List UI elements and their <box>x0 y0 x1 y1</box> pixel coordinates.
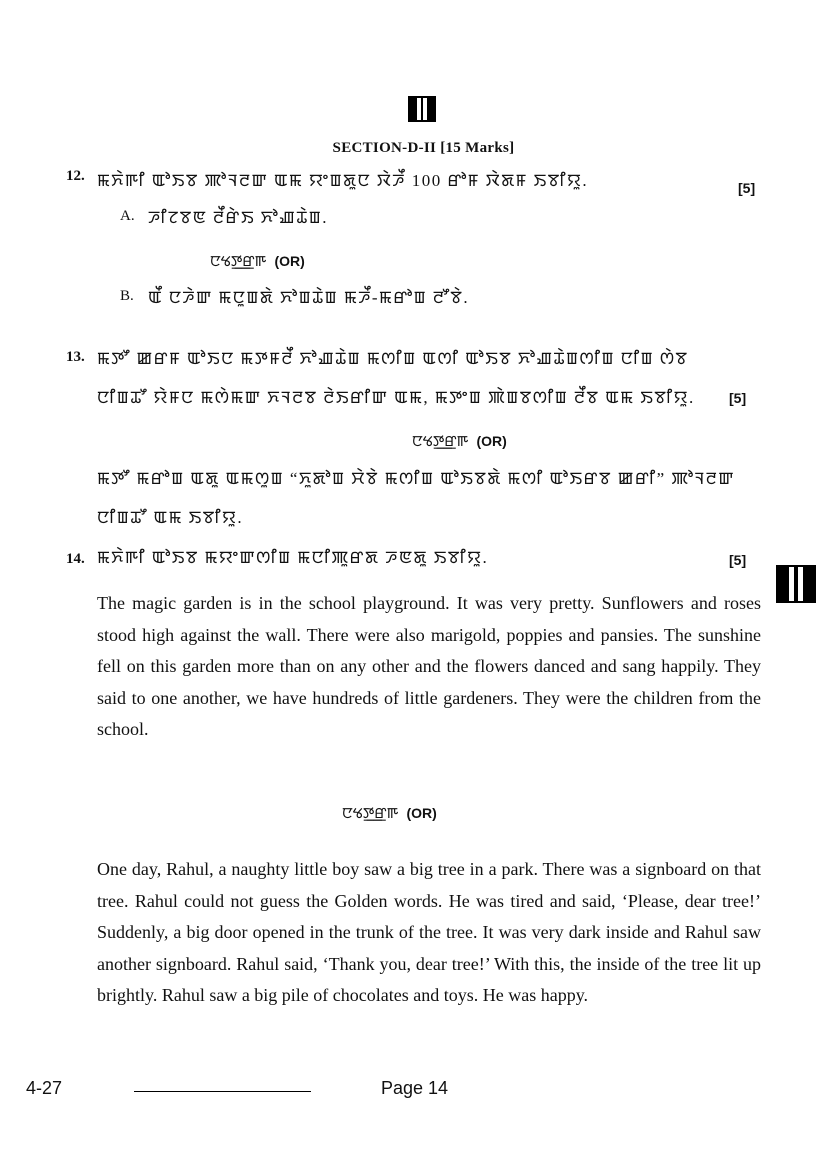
or-divider <box>342 802 437 823</box>
option-text: ꯑꯩ ꯅꯍꯥꯛ ꯃꯅꯨꯡꯗꯥ ꯈꯣꯡꯊꯥꯡ ꯃꯍꯩ-ꯃꯔꯣꯡ ꯂꯧꯕꯥ. <box>148 288 470 307</box>
marks-label: [5] <box>729 390 747 406</box>
question-prompt: ꯅꯤꯡꯊꯧ ꯌꯥꯝꯅ ꯃꯁꯥꯃꯛ ꯈꯜꯂꯕ ꯂꯥꯏꯔꯤꯛ ꯑꯃ, ꯃꯇꯦꯡ ꯄꯥꯡꯕꯁꯤꯡ ꯂꯩꯕ ꯑꯃ ꯏꯕꯤꯌꯨ. <box>97 388 695 407</box>
footer-divider <box>134 1091 311 1092</box>
option-label: A. <box>120 208 135 224</box>
section-title: SECTION-D-II [15 Marks] <box>332 140 515 156</box>
or-label: (OR) <box>274 253 305 269</box>
question-number: 14. <box>66 551 85 567</box>
qr-code-icon <box>408 96 436 122</box>
question-prompt: ꯃꯇꯧ ꯀꯔꯝ ꯑꯣꯏꯅ ꯃꯇꯝꯂꯩ ꯈꯣꯉꯊꯥꯡ ꯃꯁꯤꯡ ꯑꯁꯤ ꯑꯣꯏꯕ ꯈꯣꯉꯊꯥꯡꯁꯤꯡ ꯅꯤꯡ ꯁꯥꯕ <box>97 349 689 368</box>
page-code: 4-27 <box>26 1078 63 1098</box>
marks-label: [5] <box>738 180 756 196</box>
question-number: 13. <box>66 349 85 365</box>
passage-text: The magic garden is in the school playground. It was very pretty. Sunflowers and roses stood high against the wall. There were also marigold, poppies and pansies. The sunshine fell on this garden more than on any other and the flowers danced and sang happily. They said to one another, we have hundreds of little gardeners. They were the children from the school. <box>97 593 761 739</box>
or-divider <box>412 430 507 451</box>
marks-label: [5] <box>729 552 747 568</box>
option-label: B. <box>120 288 134 304</box>
or-script: ꯅꯠꯇ꯭ꯔꯒ <box>412 434 469 450</box>
or-script: ꯅꯠꯇ꯭ꯔꯒ <box>210 254 267 270</box>
question-prompt: ꯃꯇꯧ ꯃꯔꯣꯡ ꯑꯗꯨ ꯑꯃꯁꯨꯡ “ꯈꯨꯗꯣꯡ ꯆꯥꯕꯥ ꯃꯁꯤꯡ ꯑꯣꯏꯕꯗꯥ ꯃꯁꯤ ꯑꯣꯏꯔꯕ ꯀꯔꯤ” ꯄꯣꯜꯂꯛ <box>97 469 736 488</box>
question-number: 12. <box>66 168 85 184</box>
question-prompt: ꯃꯈꯥꯒꯤ ꯑꯣꯏꯕ ꯃꯌꯦꯛꯁꯤꯡ ꯃꯅꯤꯄꯨꯔꯗ ꯍꯟꯗꯨ ꯏꯕꯤꯌꯨ. <box>97 548 489 567</box>
passage-text: One day, Rahul, a naughty little boy saw a big tree in a park. There was a signboard on that tree. Rahul could not guess the Golden words. He was tired and said, ‘Please, dear tree!’ Suddenly, a big door opened in the trunk of the tree. It was very dark inside and Rahul saw another signboard. Rahul said, ‘Thank you, dear tree!’ With this, the inside of the tree lit up brightly. Rahul saw a big pile of chocolates and toys. He was happy. <box>97 859 761 1005</box>
qr-code-icon <box>776 565 816 603</box>
or-label: (OR) <box>406 805 437 821</box>
or-label: (OR) <box>476 433 507 449</box>
question-prompt: ꯃꯈꯥꯒꯤ ꯑꯣꯏꯕ ꯄꯣꯜꯂꯛ ꯑꯃ ꯌꯦꯡꯗꯨꯅ ꯋꯥꯍꯩ 100 ꯔꯣꯝ ꯋꯥꯗꯝ ꯏꯕꯤꯌꯨ. <box>97 171 589 190</box>
or-script: ꯅꯠꯇ꯭ꯔꯒ <box>342 806 399 822</box>
option-text: ꯍꯤꯖꯕꯟ ꯂꯩꯔꯥꯏ ꯈꯣꯉꯊꯥꯡ. <box>148 208 329 227</box>
or-divider <box>210 250 305 271</box>
page-number: Page 14 <box>381 1078 449 1098</box>
question-prompt: ꯅꯤꯡꯊꯧ ꯑꯃ ꯏꯕꯤꯌꯨ. <box>97 508 244 527</box>
